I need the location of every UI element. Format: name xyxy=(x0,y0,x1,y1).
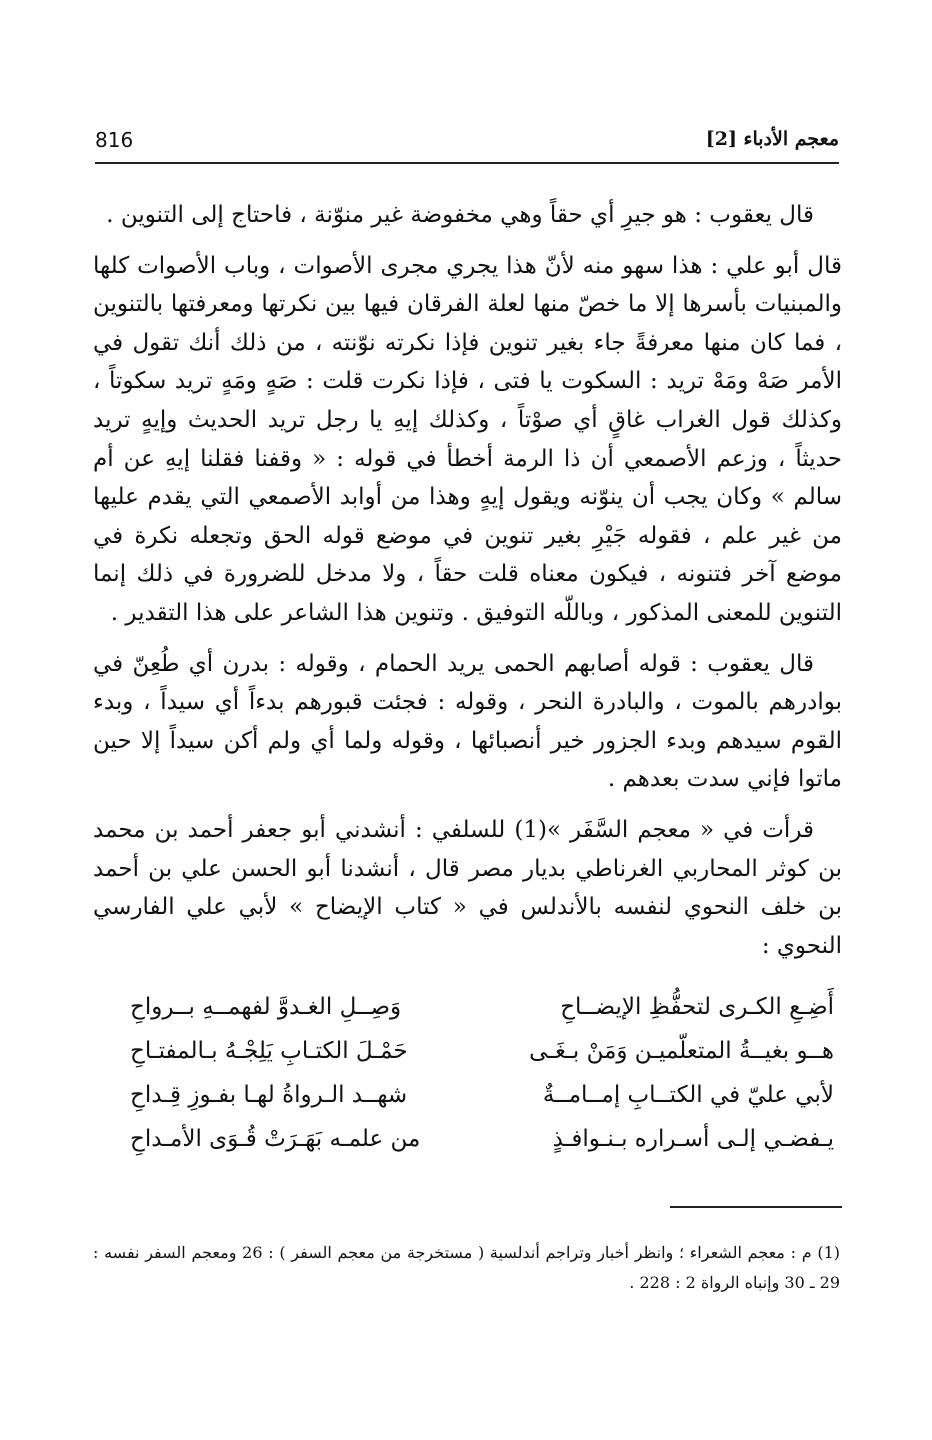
poem-verse xyxy=(130,1117,834,1161)
poem-verse xyxy=(130,1073,834,1117)
verse-first-hemistich: لأبي عليّ في الكتــابِ إمــامــةٌ xyxy=(542,1082,834,1108)
verse-first-hemistich: أَضِـعِ الكـرى لتحفُّظِ الإيضــاحِ xyxy=(560,994,834,1020)
poem xyxy=(130,985,834,1161)
paragraph: قال يعقوب : هو جيرِ أي حقاً وهي مخفوضة غير منوّنة ، فاحتاج إلى التنوين . xyxy=(106,202,814,228)
verse-first-hemistich: هــو بغيــةُ المتعلّميـن وَمَنْ بـغَـى xyxy=(529,1038,834,1064)
verse-second-hemistich: من علمـه بَهَـرَتْ قُـوَى الأمـداحِ xyxy=(130,1126,421,1152)
paragraph: قال أبو علي : هذا سهو منه لأنّ هذا يجري مجرى الأصوات ، وباب الأصوات كلها والمبنيات بأسرها إلا ما خصّ منها لعلة الفرقان فيها بين نكرتها ومعرفتها بالتنوين ، فما كان منها معرفةً جاء بغير تنوين فإذا نكرته نوّنته ، من ذلك أنك تقول في الأمر صَهْ ومَهْ تريد : السكوت يا فتى ، فإذا نكرت قلت : صَهٍ ومَهٍ تريد سكوتاً ، وكذلك قول الغراب غاقٍ أي صوْتاً ، وكذلك إيهِ يا رجل تريد الحديث وإيهٍ تريد حديثاً ، وزعم الأصمعي أن ذا الرمة أخطأ في قوله : « وقفنا فقلنا إيهِ عن أم سالم » وكان يجب أن ينوّنه ويقول إيهٍ وهذا من أوابد الأصمعي التي يقدم عليها من غير علم ، فقوله جَيْرِ بغير تنوين في موضع قوله الحق وتجعله نكرة في موضع آخر فتنونه ، فيكون معناه قلت حقاً ، ولا مدخل للضرورة في ذلك إنما التنوين للمعنى المذكور ، وباللّه التوفيق . وتنوين هذا الشاعر على هذا التقدير . xyxy=(93,252,842,626)
verse-second-hemistich: وَصِــلِ الغـدوَّ لفهمــهِ بــرواحِ xyxy=(130,994,402,1020)
paragraph: قال يعقوب : قوله أصابهم الحمى يريد الحمام ، وقوله : بدرن أي طُعِنّ في بوادرهم بالموت ، والبادرة النحر ، وقوله : فجئت قبورهم بدءاً أي سيداً ، وبدء القوم سيدهم وبدء الجزور خير أنصبائها ، وقوله ولما أي ولم أكن سيداً إلا حين ماتوا فإني سدت بعدهم . xyxy=(93,650,842,793)
poem-verse xyxy=(130,1029,834,1073)
verse-first-hemistich: يـفضـي إلـى أسـراره بـنـوافـذٍ xyxy=(552,1126,834,1152)
footnote-divider xyxy=(670,1206,842,1208)
main-text xyxy=(93,196,842,977)
footnote: (1) م : معجم الشعراء ؛ وانظر أخبار وتراجم أندلسية ( مستخرجة من معجم السفر ) : 26 ومعجم السفر نفسه : 29 ـ 30 وإنباه الرواة 2 : 228 . xyxy=(93,1243,840,1292)
poem-verse xyxy=(130,985,834,1029)
running-title: معجم الأدباء [2] xyxy=(705,128,839,150)
verse-second-hemistich: حَمْـلَ الكتـابِ يَلِجْـهُ بـالمفتـاحِ xyxy=(130,1038,408,1064)
verse-second-hemistich: شهــد الـرواةُ لهـا بفـوزِ قِـداحِ xyxy=(130,1082,408,1108)
page-header xyxy=(95,122,839,164)
paragraph: قرأت في « معجم السَّفَر »(1) للسلفي : أنشدني أبو جعفر أحمد بن محمد بن كوثر المحاربي الغرناطي بديار مصر قال ، أنشدنا أبو الحسن علي بن أحمد بن خلف النحوي لنفسه بالأندلس في « كتاب الإيضاح » لأبي علي الفارسي النحوي : xyxy=(93,816,842,959)
page-number: 816 xyxy=(95,128,134,152)
